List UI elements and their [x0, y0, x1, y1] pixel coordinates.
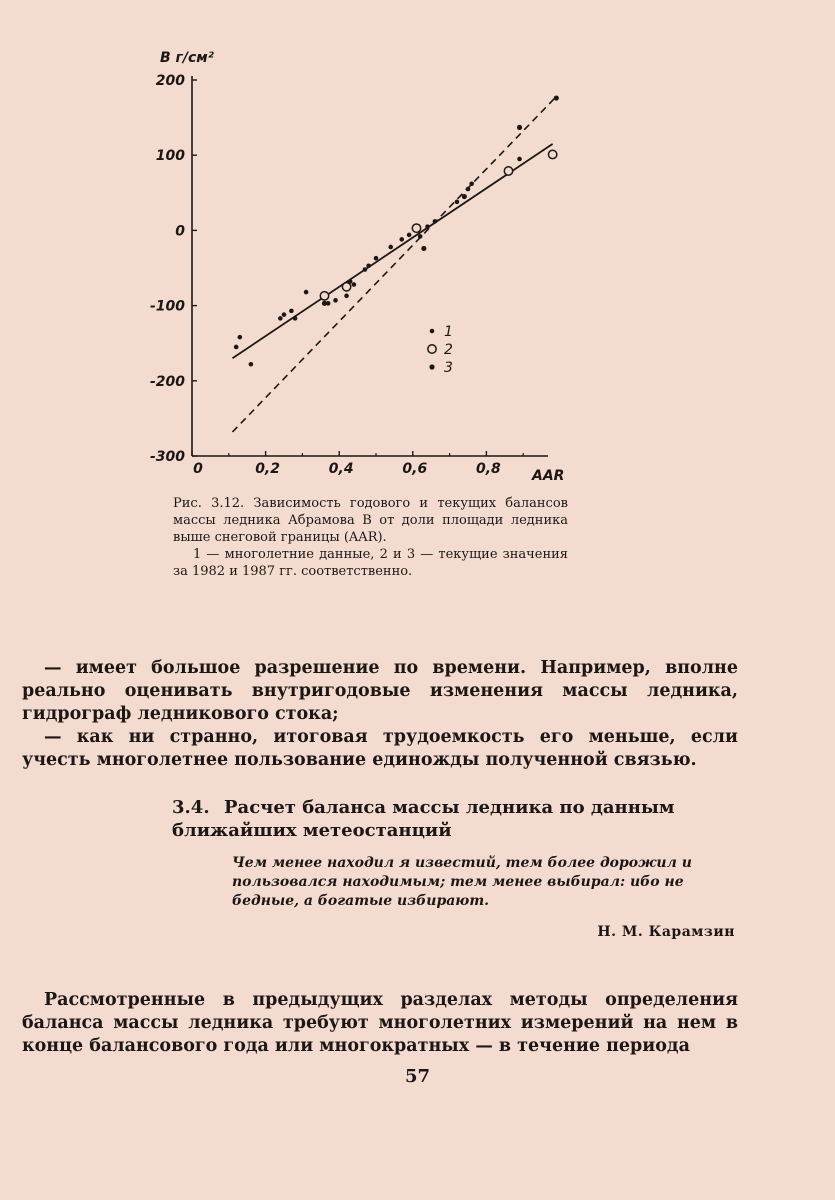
series-2-point [342, 283, 350, 291]
series-1-point [469, 181, 474, 186]
series-1-point [363, 267, 368, 272]
legend-label-1: 1 [444, 324, 453, 340]
series-3-point [322, 301, 327, 306]
series-3-point [517, 125, 522, 130]
series-1-point [333, 298, 338, 303]
legend-marker-3 [429, 364, 434, 369]
paragraphs-top [22, 657, 738, 772]
series-1-point [388, 245, 393, 250]
series-3-point [462, 194, 467, 199]
epigraph: Чем менее находил я известий, тем более дорожил и пользовался находимым; тем менее выбирал: ибо не бедные, а богатые избирают. [232, 855, 692, 909]
series-1-point [289, 309, 294, 314]
scatter-chart [0, 0, 835, 490]
series-1-point [466, 187, 471, 192]
chart-legend [428, 324, 453, 376]
page-number: 57 [404, 1066, 431, 1087]
series-1-point [238, 335, 243, 340]
series-1-point [517, 157, 522, 162]
series-1-point [304, 290, 309, 295]
series-2-point [548, 150, 556, 158]
fit-dashed-line [232, 97, 556, 432]
paragraph-bottom [22, 989, 738, 1058]
series-1-point [455, 200, 460, 205]
legend-label-3: 3 [444, 360, 453, 376]
caption-title: Рис. 3.12. Зависимость годового и текущих балансов массы ледника Абрамова B от доли площади ледника выше снеговой границы (AAR). [173, 496, 568, 545]
y-tick-label: -300 [149, 449, 185, 465]
y-tick-label: 200 [155, 73, 185, 89]
series-1-point [352, 282, 357, 287]
section-heading [172, 796, 692, 842]
x-tick-label: 0 [193, 461, 203, 477]
series-3-point [554, 95, 559, 100]
chart-axes [150, 73, 548, 477]
epigraph-author: Н. М. Карамзин [597, 924, 735, 940]
paragraph: Рассмотренные в предыдущих разделах методы определения баланса массы ледника требуют многолетних измерений на нем в конце балансового года или многократных — в течение периода [22, 990, 738, 1056]
series-1-point [425, 224, 430, 229]
series-1-point [418, 234, 423, 239]
legend-label-2: 2 [444, 342, 453, 358]
data-points [234, 95, 559, 366]
series-2-point [320, 292, 328, 300]
caption-legend: 1 — многолетние данные, 2 и 3 — текущие значения за 1982 и 1987 гг. соответственно. [173, 547, 568, 579]
legend-marker-2 [428, 345, 436, 353]
paragraph: — имеет большое разрешение по времени. Например, вполне реально оценивать внутригодовые изменения массы ледника, гидрограф ледникового стока; [22, 658, 738, 724]
y-tick-label: 100 [155, 148, 185, 165]
y-axis-label: B г/см² [160, 50, 214, 66]
fit-1-line [232, 144, 552, 358]
x-tick-label: 0,8 [475, 461, 501, 477]
section-number: 3.4. [172, 797, 210, 818]
x-axis-label: AAR [532, 468, 565, 484]
series-1-point [234, 345, 239, 350]
series-1-point [366, 263, 371, 268]
fit-lines [232, 97, 556, 432]
series-1-point [249, 362, 254, 367]
series-2-point [504, 167, 512, 175]
paragraph: — как ни странно, итоговая трудоемкость его меньше, если учесть многолетнее пользование единожды полученной связью. [22, 727, 738, 770]
y-tick-label: 0 [175, 223, 185, 240]
section-title: Расчет баланса массы ледника по данным ближайших метеостанций [172, 797, 675, 841]
series-1-point [374, 256, 379, 261]
series-1-point [293, 316, 298, 321]
series-1-point [407, 233, 412, 238]
x-tick-label: 0,2 [255, 461, 281, 477]
series-1-point [344, 294, 349, 299]
series-1-point [282, 312, 287, 317]
figure-caption [173, 495, 568, 580]
series-1-point [433, 219, 438, 224]
series-2-point [412, 224, 420, 232]
x-tick-label: 0,4 [328, 461, 354, 477]
series-3-point [421, 246, 426, 251]
x-tick-label: 0,6 [402, 461, 428, 477]
legend-marker-1 [430, 329, 435, 334]
series-1-point [399, 237, 404, 242]
y-tick-label: -100 [149, 298, 185, 315]
series-1-point [278, 316, 283, 321]
y-tick-label: -200 [149, 373, 185, 390]
